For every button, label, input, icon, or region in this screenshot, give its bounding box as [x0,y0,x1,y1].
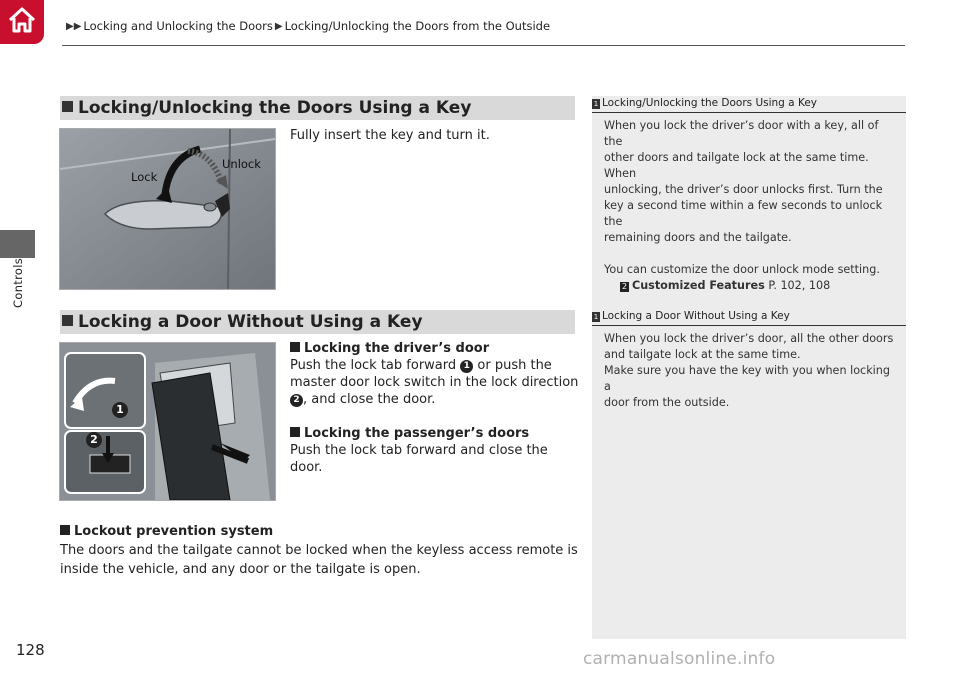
home-button[interactable] [0,0,44,44]
lockout-text-line-2: inside the vehicle, and any door or the tailgate is open. [60,562,421,577]
callout-1-icon: 1 [112,402,128,418]
subheading-lockout: Lockout prevention system [60,522,580,541]
note-heading-without-key: 1 Locking a Door Without Using a Key [592,310,906,326]
passenger-door-block [290,425,580,476]
callout-2-icon: 2 [290,394,303,407]
fig-label-unlock: Unlock [222,157,261,171]
note-marker-icon: 1 [593,313,599,321]
driver-door-block [290,340,580,408]
square-bullet-icon [290,427,300,437]
section-heading-key: Locking/Unlocking the Doors Using a Key [60,96,575,120]
callout-1-icon: 1 [460,360,473,373]
cross-reference-link[interactable]: 2 Customized Features P. 102, 108 [621,279,831,292]
subheading-driver: Locking the driver’s door [290,340,580,357]
figure-door-key-lock [59,128,276,290]
subheading-passenger: Locking the passenger’s doors [290,425,580,442]
breadcrumb-arrow-icon: ▶▶ [66,20,82,32]
reference-arrow-icon: 2 [621,282,628,291]
square-bullet-icon [60,525,70,535]
section-heading-without-key: Locking a Door Without Using a Key [60,310,575,334]
breadcrumb-arrow-icon: ▶ [274,20,283,32]
passenger-instruction: Push the lock tab forward and close the door. [290,443,548,475]
callout-2-icon: 2 [86,432,102,448]
driver-instruction: Push the lock tab forward 1 or push the master door lock switch in the lock direction 2 , and close the door. [290,358,579,407]
chapter-tab[interactable] [0,230,35,258]
lockout-text-line-1: The doors and the tailgate cannot be locked when the keyless access remote is [60,543,578,558]
square-bullet-icon [62,101,73,112]
square-bullet-icon [62,315,73,326]
breadcrumb [66,19,550,33]
figure-door-lock-tab [59,342,276,501]
header-divider [62,45,905,46]
chapter-label: Controls [11,258,25,308]
square-bullet-icon [290,342,300,352]
note-body-key: When you lock the driver’s door with a key, all of the other doors and tailgate lock at the same time. When unlocking, the driver’s door unlocks first. Turn the key a second time within a few seconds to unlock the remaining doors and the tailgate. You can customize the door unlock mode setting. 2 Customized Features P. 102, 108 [604,118,896,294]
note-body-without-key: When you lock the driver’s door, all the other doors and tailgate lock at the same time. Make sure you have the key with you when locking a door from the outside. [604,332,894,409]
breadcrumb-link-2[interactable]: Locking/Unlocking the Doors from the Outside [284,19,551,33]
page-number: 128 [16,641,45,659]
watermark: carmanualsonline.info [583,649,776,669]
note-marker-icon: 1 [593,100,599,108]
breadcrumb-link-1[interactable]: Locking and Unlocking the Doors [83,19,273,33]
fig-label-lock: Lock [131,170,158,184]
lockout-block [60,522,580,579]
instruction-key: Fully insert the key and turn it. [290,128,490,143]
home-icon [6,5,38,39]
note-heading-key: 1 Locking/Unlocking the Doors Using a Key [592,97,906,113]
